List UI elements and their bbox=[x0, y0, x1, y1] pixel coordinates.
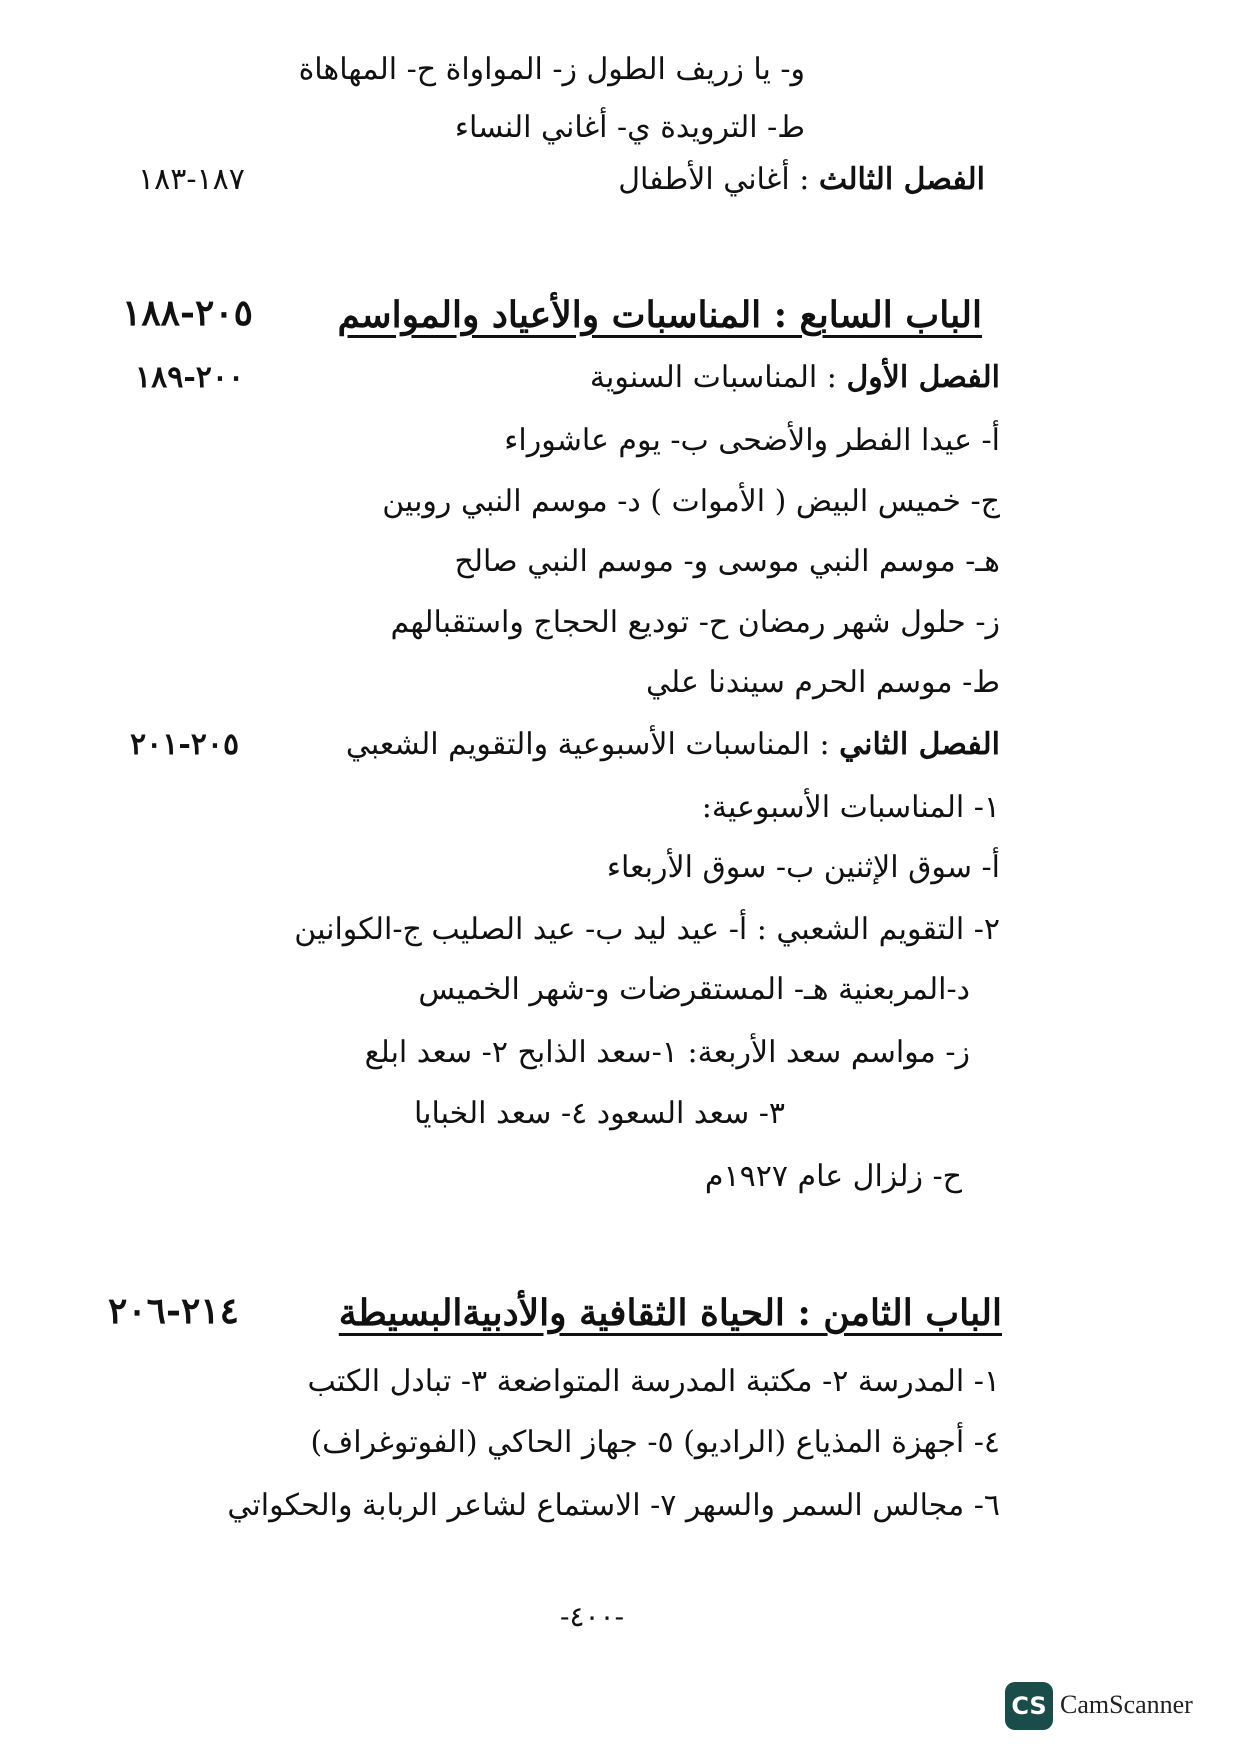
page-number: -٤٠٠- bbox=[560, 1600, 625, 1633]
chapter-subject: : المناسبات السنوية bbox=[589, 360, 847, 395]
page-range: ٢٠٥-١٨٨ bbox=[122, 292, 253, 334]
page-range: ١٨٧-١٨٣ bbox=[138, 162, 245, 197]
page-range: ٢١٤-٢٠٦ bbox=[108, 1290, 239, 1332]
chapter-title: الفصل الثاني bbox=[839, 727, 1000, 762]
list-line: هـ- موسم النبي موسى و- موسم النبي صالح bbox=[454, 544, 1000, 579]
list-line: أ- عيدا الفطر والأضحى ب- يوم عاشوراء bbox=[504, 423, 1000, 458]
list-line: ز- حلول شهر رمضان ح- توديع الحجاج واستقبالهم bbox=[390, 605, 1000, 640]
chapter-title: الفصل الأول bbox=[846, 360, 1000, 395]
chapter-subject: : المناسبات الأسبوعية والتقويم الشعبي bbox=[345, 727, 840, 762]
list-line: و- يا زريف الطول ز- المواواة ح- المهاهاة bbox=[298, 52, 805, 87]
list-line: ٤- أجهزة المذياع (الراديو) ٥- جهاز الحاكي (الفوتوغراف) bbox=[310, 1425, 1000, 1460]
list-line: ١- المدرسة ٢- مكتبة المدرسة المتواضعة ٣- تبادل الكتب bbox=[307, 1364, 1000, 1399]
list-line: ٣- سعد السعود ٤- سعد الخبايا bbox=[413, 1096, 785, 1131]
part-heading: الباب السابع : المناسبات والأعياد والمواسم bbox=[337, 294, 982, 336]
chapter-heading bbox=[590, 358, 1000, 398]
camscanner-watermark: CamScanner bbox=[1060, 1690, 1193, 1719]
list-line: ج- خميس البيض ( الأموات ) د- موسم النبي روبين bbox=[382, 484, 1000, 519]
camscanner-logo-icon: CS bbox=[1005, 1682, 1053, 1730]
list-line: ز- مواسم سعد الأربعة: ١-سعد الذابح ٢- سعد ابلع bbox=[364, 1035, 970, 1070]
list-line: ط- موسم الحرم سيندنا علي bbox=[646, 665, 1000, 700]
list-line: أ- سوق الإثنين ب- سوق الأربعاء bbox=[606, 850, 1000, 885]
page-range: ٢٠٠-١٨٩ bbox=[135, 360, 245, 395]
list-line: ط- الترويدة ي- أغاني النساء bbox=[454, 110, 805, 145]
chapter-subject: : أغاني الأطفال bbox=[618, 162, 819, 197]
page-range: ٢٠٥-٢٠١ bbox=[130, 727, 240, 762]
part-heading: الباب الثامن : الحياة الثقافية والأدبيةالبسيطة bbox=[338, 1292, 1002, 1334]
list-line: ٦- مجالس السمر والسهر ٧- الاستماع لشاعر الربابة والحكواتي bbox=[227, 1488, 1000, 1523]
list-line: د-المربعنية هـ- المستقرضات و-شهر الخميس bbox=[418, 972, 970, 1007]
chapter-heading bbox=[618, 160, 985, 200]
chapter-title: الفصل الثالث bbox=[818, 162, 985, 197]
list-line: ١- المناسبات الأسبوعية: bbox=[701, 790, 1000, 825]
list-line: ح- زلزال عام ١٩٢٧م bbox=[704, 1159, 962, 1194]
list-line: ٢- التقويم الشعبي : أ- عيد ليد ب- عيد الصليب ج-الكوانين bbox=[294, 912, 1000, 947]
chapter-heading bbox=[346, 725, 1000, 765]
